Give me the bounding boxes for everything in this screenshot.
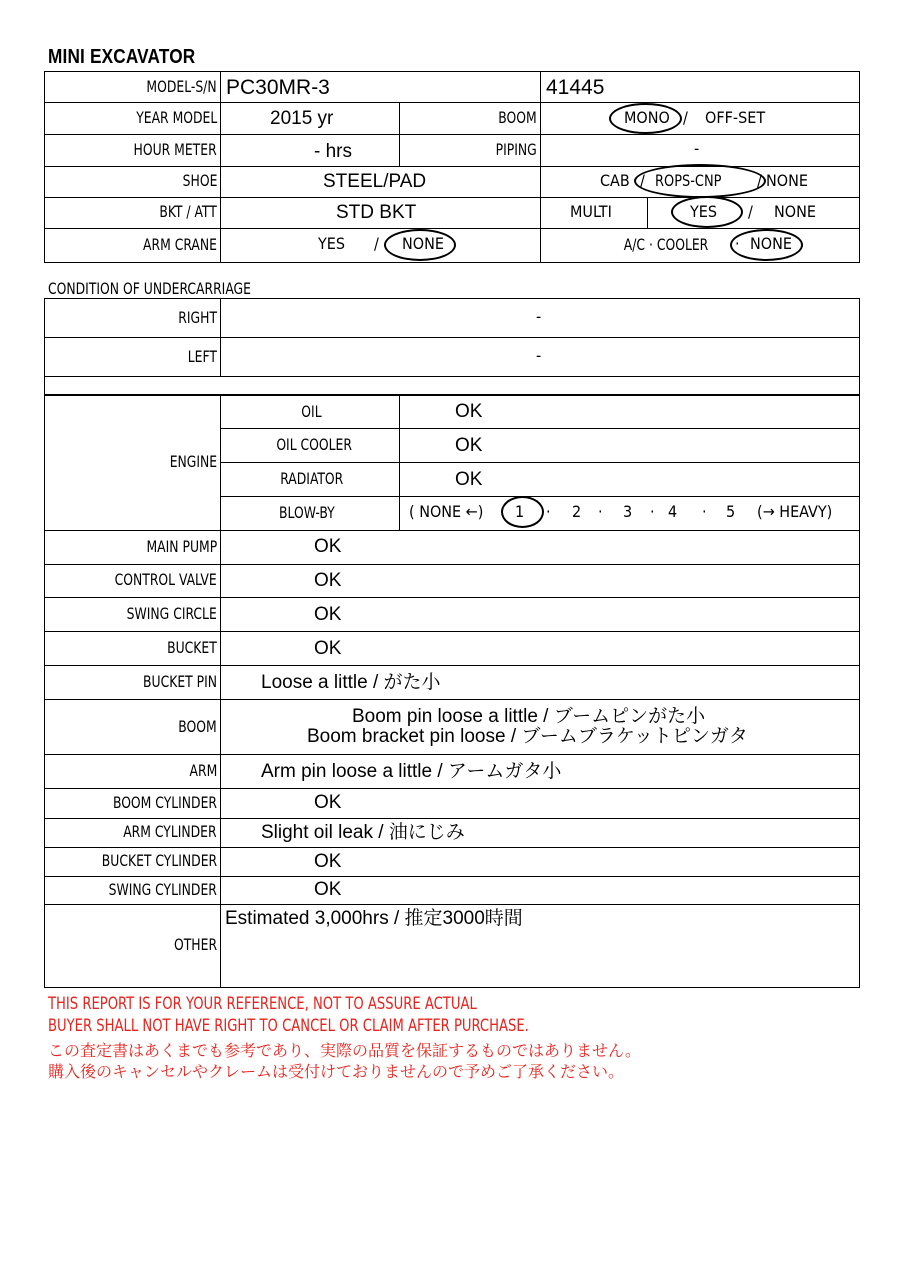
main-pump-value: OK [314,536,342,557]
arm-crane-none: NONE [402,234,444,253]
other-value: Estimated 3,000hrs / 推定3000時間 [225,908,523,929]
multi-yes: YES [690,202,718,221]
serial-value: 41445 [546,76,605,99]
disclaimer-line-2: BUYER SHALL NOT HAVE RIGHT TO CANCEL OR CLAIM AFTER PURCHASE. [48,1016,529,1036]
other-label: OTHER [173,935,217,954]
ac-cooler-label: A/C · COOLER [623,235,709,254]
bucket-label: BUCKET [167,638,217,657]
shoe-label: SHOE [182,171,217,190]
engine-label: ENGINE [169,452,217,471]
cab-rops-cnp: ROPS-CNP [655,171,722,190]
blowby-4: 4 [668,502,678,521]
right-value: - [536,307,542,326]
arm-crane-sep: / [374,234,379,253]
cab-sep-2: / [757,171,762,190]
hour-meter-value: - hrs [314,141,352,162]
bkt-att-label: BKT / ATT [159,202,217,221]
boom-opt-offset: OFF-SET [705,108,766,127]
blowby-1-circle [501,496,544,528]
swing-circle-value: OK [314,604,342,625]
cab-rops-circle [634,164,766,198]
main-pump-label: MAIN PUMP [146,537,217,556]
cab-none: NONE [766,171,808,190]
boom-sep: / [683,108,688,127]
bucket-cylinder-label: BUCKET CYLINDER [101,851,217,870]
swing-cylinder-label: SWING CYLINDER [108,880,217,899]
document-title: MINI EXCAVATOR [48,46,196,68]
left-value: - [536,346,542,365]
left-label: LEFT [187,347,217,366]
year-value: 2015 yr [270,108,334,129]
blowby-dot: · [546,502,551,521]
undercarriage-title: CONDITION OF UNDERCARRIAGE [48,279,251,298]
undercarriage-table [44,298,860,395]
blowby-dot: · [702,502,707,521]
blowby-none: ( NONE ←) [409,502,484,521]
piping-value: - [694,139,700,158]
boom-value-line2: Boom bracket pin loose / ブームブラケットピンガタ [307,726,748,747]
blowby-1: 1 [515,502,525,521]
multi-sep: / [748,202,753,221]
cab-sep: / [640,171,645,190]
bucket-pin-label: BUCKET PIN [142,672,217,691]
control-valve-value: OK [314,570,342,591]
hour-meter-label: HOUR METER [133,140,217,159]
arm-cylinder-value: Slight oil leak / 油にじみ [261,822,465,843]
disclaimer-line-4: 購入後のキャンセルやクレームは受付けておりませんので予めご了承ください。 [48,1062,625,1081]
oil-cooler-label: OIL COOLER [276,435,352,454]
radiator-label: RADIATOR [280,469,344,488]
blowby-2: 2 [572,502,582,521]
blowby-3: 3 [623,502,633,521]
blowby-heavy: (→ HEAVY) [757,502,833,521]
multi-yes-circle [671,196,743,228]
arm-crane-yes: YES [318,234,346,253]
blowby-label: BLOW-BY [279,503,335,522]
ac-none-circle [730,229,803,261]
model-value: PC30MR-3 [226,76,330,99]
disclaimer-line-1: THIS REPORT IS FOR YOUR REFERENCE, NOT TO ASSURE ACTUAL [48,994,477,1014]
boom-value-line1: Boom pin loose a little / ブームピンがた小 [352,706,706,727]
bucket-pin-value: Loose a little / がた小 [261,672,441,693]
model-sn-label: MODEL-S/N [146,77,217,96]
piping-label: PIPING [495,140,537,159]
arm-cylinder-label: ARM CYLINDER [123,822,217,841]
oil-label: OIL [301,402,322,421]
right-label: RIGHT [178,308,217,327]
bkt-att-value: STD BKT [336,202,417,223]
cab-label: CAB [600,171,630,190]
arm-value: Arm pin loose a little / アームガタ小 [261,761,562,782]
boom-cylinder-label: BOOM CYLINDER [112,793,217,812]
condition-table [44,395,860,988]
bucket-value: OK [314,638,342,659]
boom-cylinder-value: OK [314,792,342,813]
boom-label: BOOM [178,717,217,736]
swing-circle-label: SWING CIRCLE [126,604,217,623]
disclaimer-line-3: この査定書はあくまでも参考であり、実際の品質を保証するものではありません。 [48,1041,641,1060]
boom-mono-circle [609,103,682,134]
blowby-5: 5 [726,502,736,521]
oil-value: OK [455,401,483,422]
shoe-value: STEEL/PAD [323,171,427,192]
arm-crane-label: ARM CRANE [143,235,217,254]
multi-label: MULTI [570,202,612,221]
boom-type-label: BOOM [498,108,537,127]
bucket-cylinder-value: OK [314,851,342,872]
swing-cylinder-value: OK [314,879,342,900]
boom-opt-mono: MONO [624,108,670,127]
year-model-label: YEAR MODEL [135,108,217,127]
radiator-value: OK [455,469,483,490]
ac-sep: · [735,234,740,253]
oil-cooler-value: OK [455,435,483,456]
arm-label: ARM [189,761,217,780]
ac-cooler-none: NONE [750,234,792,253]
control-valve-label: CONTROL VALVE [114,570,217,589]
blowby-dot: · [598,502,603,521]
blowby-dot: · [650,502,655,521]
arm-crane-none-circle [384,229,456,261]
multi-none: NONE [774,202,816,221]
